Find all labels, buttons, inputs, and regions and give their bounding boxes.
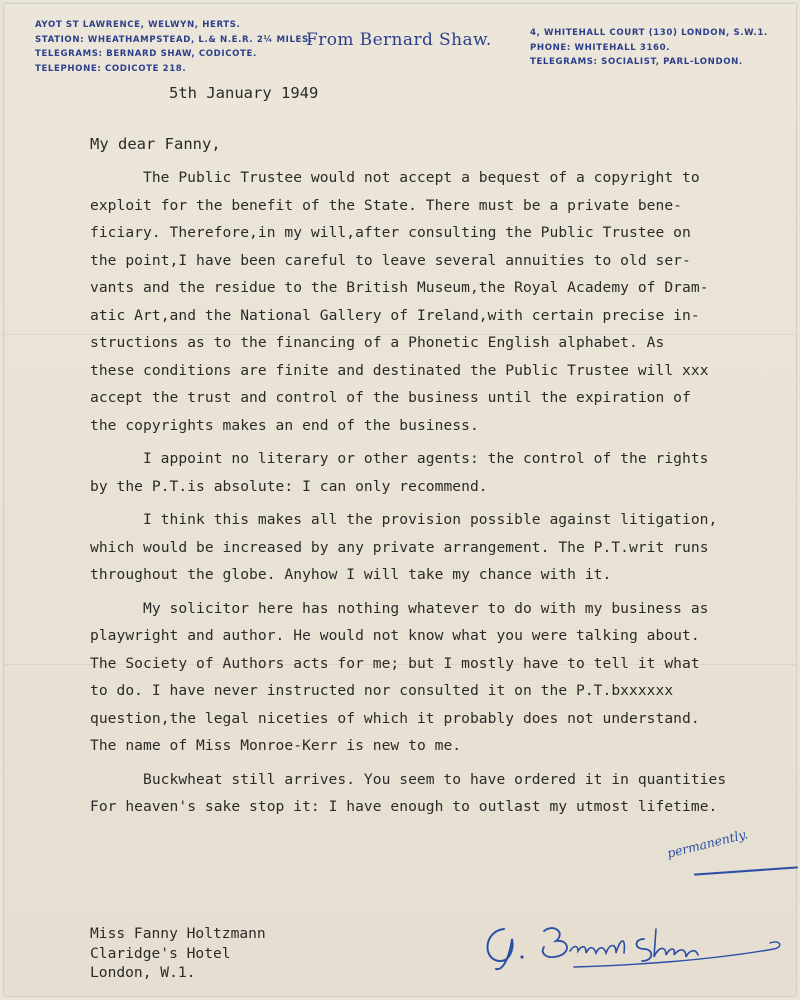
body-line: structions as to the financing of a Phonetic English alphabet. As: [90, 334, 665, 351]
body-line: ficiary. Therefore,in my will,after consulting the Public Trustee on: [90, 224, 691, 241]
address-line: Claridge's Hotel: [90, 944, 231, 962]
letterhead-right-line: TELEGRAMS: SOCIALIST, PARL-LONDON.: [530, 57, 743, 67]
recipient-address: [90, 924, 266, 983]
body-line: these conditions are finite and destinated the Public Trustee will xxx: [90, 361, 709, 379]
body-line: The Society of Authors acts for me; but I mostly have to tell it what: [90, 654, 700, 672]
salutation: My dear Fanny,: [90, 135, 221, 153]
handwritten-correction: permanently.: [665, 826, 750, 861]
body-line: to do. I have never instructed nor consulted it on the P.T.bxxxxxx: [90, 682, 674, 699]
letterhead-right-line: PHONE: WHITEHALL 3160.: [530, 42, 671, 53]
letterhead-left-line: TELEGRAMS: BERNARD SHAW, CODICOTE.: [35, 49, 257, 59]
body-line: I think this makes all the provision possible against litigation,: [143, 511, 718, 528]
body-line: For heaven's sake stop it: I have enough to outlast my utmost lifetime.: [90, 798, 718, 815]
body-line: playwright and author. He would not know what you were talking about.: [90, 627, 700, 644]
strikethrough-mark: [694, 866, 798, 875]
letterhead-left-line: AYOT ST LAWRENCE, WELWYN, HERTS.: [35, 20, 241, 30]
address-line: Miss Fanny Holtzmann: [90, 925, 266, 942]
body-line: vants and the residue to the British Museum,the Royal Academy of Dram-: [90, 279, 709, 296]
address-line: London, W.1.: [90, 964, 196, 981]
body-line: atic Art,and the National Gallery of Ireland,with certain precise in-: [90, 306, 700, 324]
letterhead-left-line: STATION: WHEATHAMPSTEAD, L.& N.E.R. 2¼ MILES.: [35, 34, 313, 45]
letter-body: [90, 164, 780, 821]
letterhead-left-line: TELEPHONE: CODICOTE 218.: [35, 63, 187, 74]
letterhead-right: [530, 26, 768, 70]
letter-date: 5th January 1949: [169, 84, 319, 102]
body-line: I appoint no literary or other agents: the control of the rights: [143, 450, 709, 467]
body-line: which would be increased by any private arrangement. The P.T.writ runs: [90, 538, 709, 556]
body-line: by the P.T.is absolute: I can only recommend.: [90, 477, 488, 495]
body-line: My solicitor here has nothing whatever to do with my business as: [143, 599, 709, 617]
body-line: throughout the globe. Anyhow I will take my chance with it.: [90, 566, 612, 583]
body-line: the copyrights makes an end of the business.: [90, 416, 479, 434]
body-line: question,the legal niceties of which it probably does not understand.: [90, 709, 700, 727]
letterhead-right-line: 4, WHITEHALL COURT (130) LONDON, S.W.1.: [530, 28, 768, 38]
body-line: the point,I have been careful to leave several annuities to old ser-: [90, 251, 691, 269]
body-line: The name of Miss Monroe-Kerr is new to me.: [90, 737, 462, 754]
body-line: exploit for the benefit of the State. There must be a private bene-: [90, 196, 683, 214]
letterhead-sender: From Bernard Shaw.: [306, 30, 492, 50]
body-line: accept the trust and control of the business until the expiration of: [90, 389, 691, 406]
signature: [474, 909, 794, 979]
letterhead-left: [35, 18, 313, 76]
letter-sheet: [4, 4, 796, 996]
body-line: The Public Trustee would not accept a bequest of a copyright to: [143, 169, 700, 186]
body-line: Buckwheat still arrives. You seem to have ordered it in quantities: [143, 770, 727, 788]
